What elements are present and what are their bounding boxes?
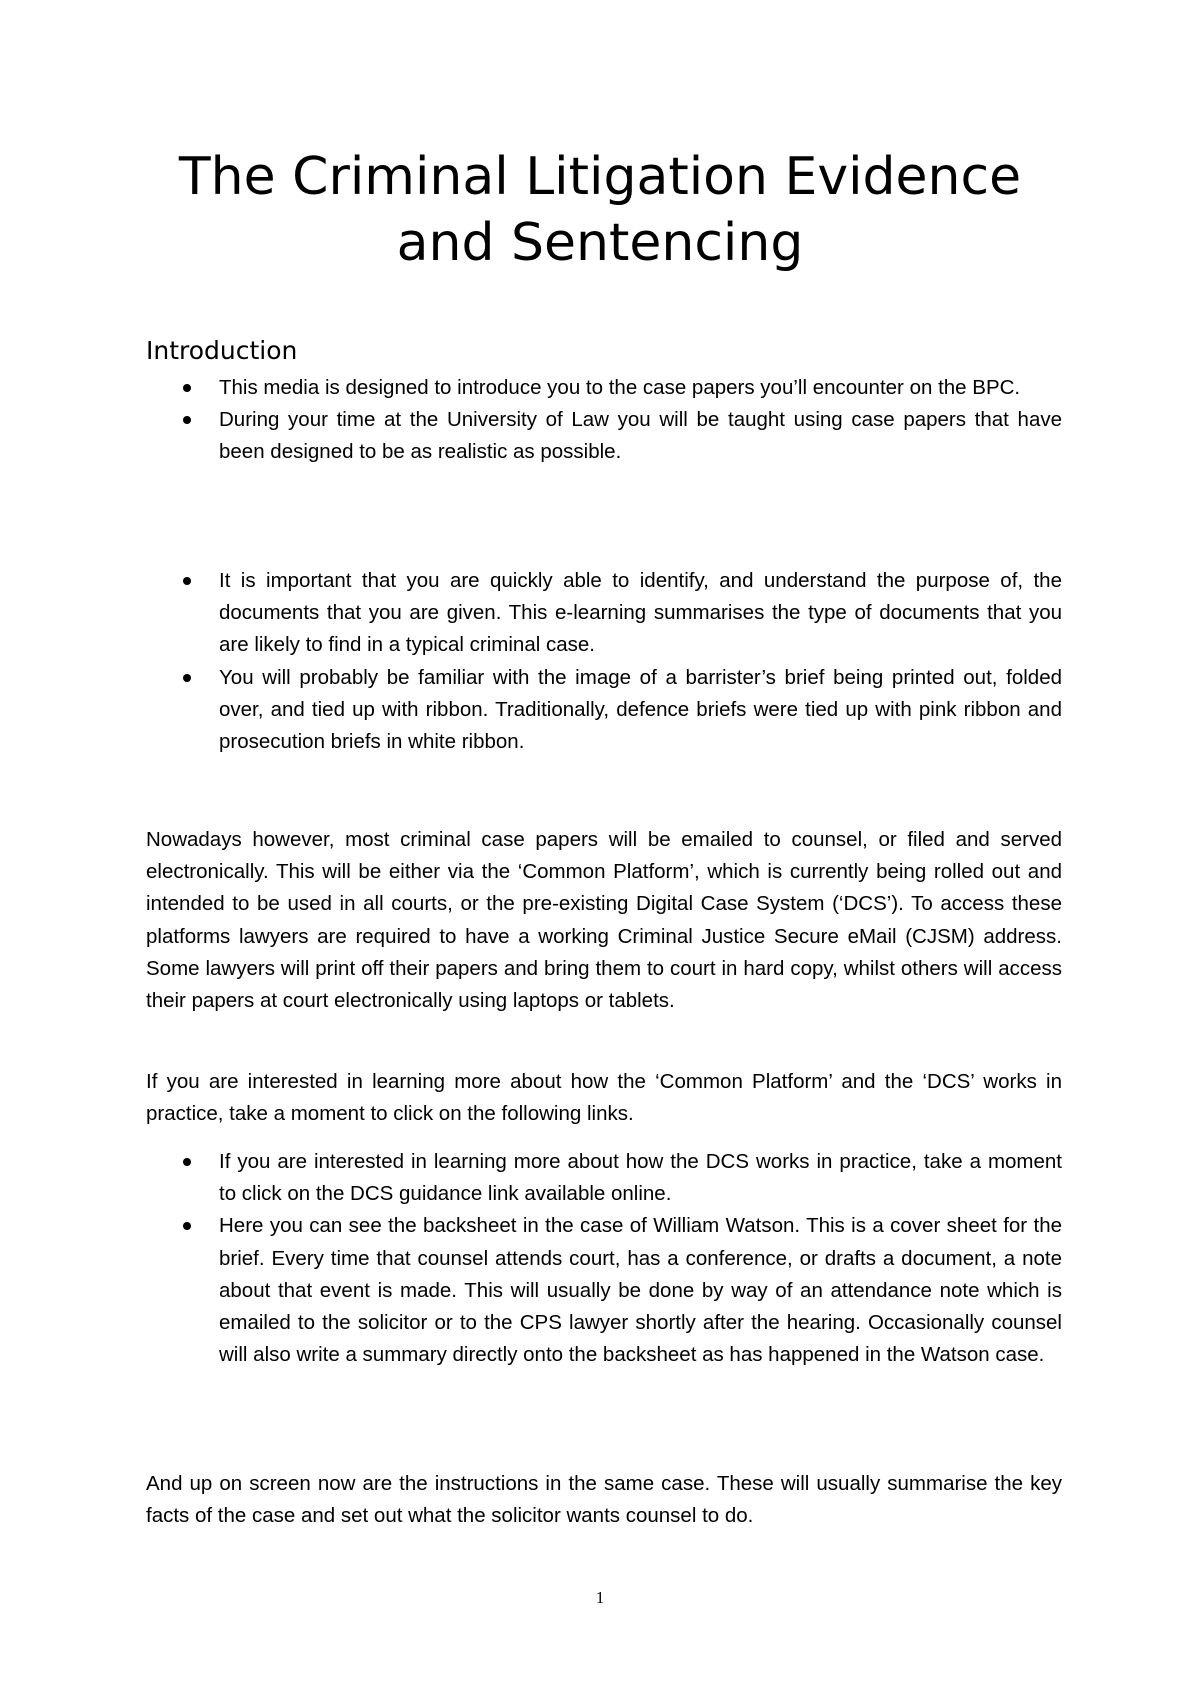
list-item [146, 662, 1062, 759]
list-item-text: It is important that you are quickly able to identify, and understand the purpose of, the documents that you are given. This e-learning summarises the type of documents that you are likely to find in a typical criminal case. [219, 569, 1062, 657]
bullet-icon [183, 384, 191, 392]
list-item-text: You will probably be familiar with the image of a barrister’s brief being printed out, folded over, and tied up with ribbon. Traditionally, defence briefs were tied up with pink ribbon and prosecution briefs in white ribbon. [219, 665, 1062, 754]
bullet-icon [183, 674, 191, 682]
paragraph-electronic-filing: Nowadays however, most criminal case papers will be emailed to counsel, or filed and served electronically. This will be either via the ‘Common Platform’, which is currently being rolled out and intended to be used in all courts, or the pre-existing Digital Case System (‘DCS’). To access these platforms lawyers are required to have a working Criminal Justice Secure eMail (CJSM) address. Some lawyers will print off their papers and bring them to court in hard copy, whilst others will access their papers at court electronically using laptops or tablets. [146, 828, 1062, 1013]
title-line-2: and Sentencing [396, 213, 804, 273]
document-title [120, 144, 1080, 276]
bullet-icon [183, 416, 191, 424]
links-bullet-list [146, 1146, 1062, 1371]
section-heading-introduction: Introduction [146, 336, 298, 365]
intro-bullet-list-b [146, 565, 1062, 758]
list-item [146, 372, 1062, 404]
title-line-1: The Criminal Litigation Evidence [178, 147, 1022, 207]
intro-bullet-list-a [146, 372, 1062, 469]
bullet-icon [183, 1222, 191, 1230]
list-item [146, 565, 1062, 662]
page-number: 1 [595, 1588, 605, 1607]
list-item-text: This media is designed to introduce you to the case papers you’ll encounter on the BPC. [219, 376, 1021, 399]
list-item-text: Here you can see the backsheet in the case of William Watson. This is a cover sheet for the brief. Every time that counsel attends court, has a conference, or drafts a document, a note about that event is made. This will usually be done by way of an attendance note which is emailed to the solicitor or to the CPS lawyer shortly after the hearing. Occasionally counsel will also write a summary directly onto the backsheet as has happened in the Watson case. [219, 1214, 1062, 1367]
bullet-icon [183, 1158, 191, 1166]
paragraph-instructions: And up on screen now are the instructions in the same case. These will usually summarise the key facts of the case and set out what the solicitor wants counsel to do. [146, 1472, 1062, 1528]
bullet-icon [183, 577, 191, 585]
list-item-text: If you are interested in learning more about how the DCS works in practice, take a moment to click on the DCS guidance link available online. [219, 1150, 1062, 1206]
list-item-text: During your time at the University of Law you will be taught using case papers that have been designed to be as realistic as possible. [219, 408, 1062, 464]
paragraph-links-intro: If you are interested in learning more about how the ‘Common Platform’ and the ‘DCS’ works in practice, take a moment to click on the following links. [146, 1070, 1062, 1126]
list-item [146, 1210, 1062, 1371]
list-item [146, 404, 1062, 468]
list-item [146, 1146, 1062, 1210]
